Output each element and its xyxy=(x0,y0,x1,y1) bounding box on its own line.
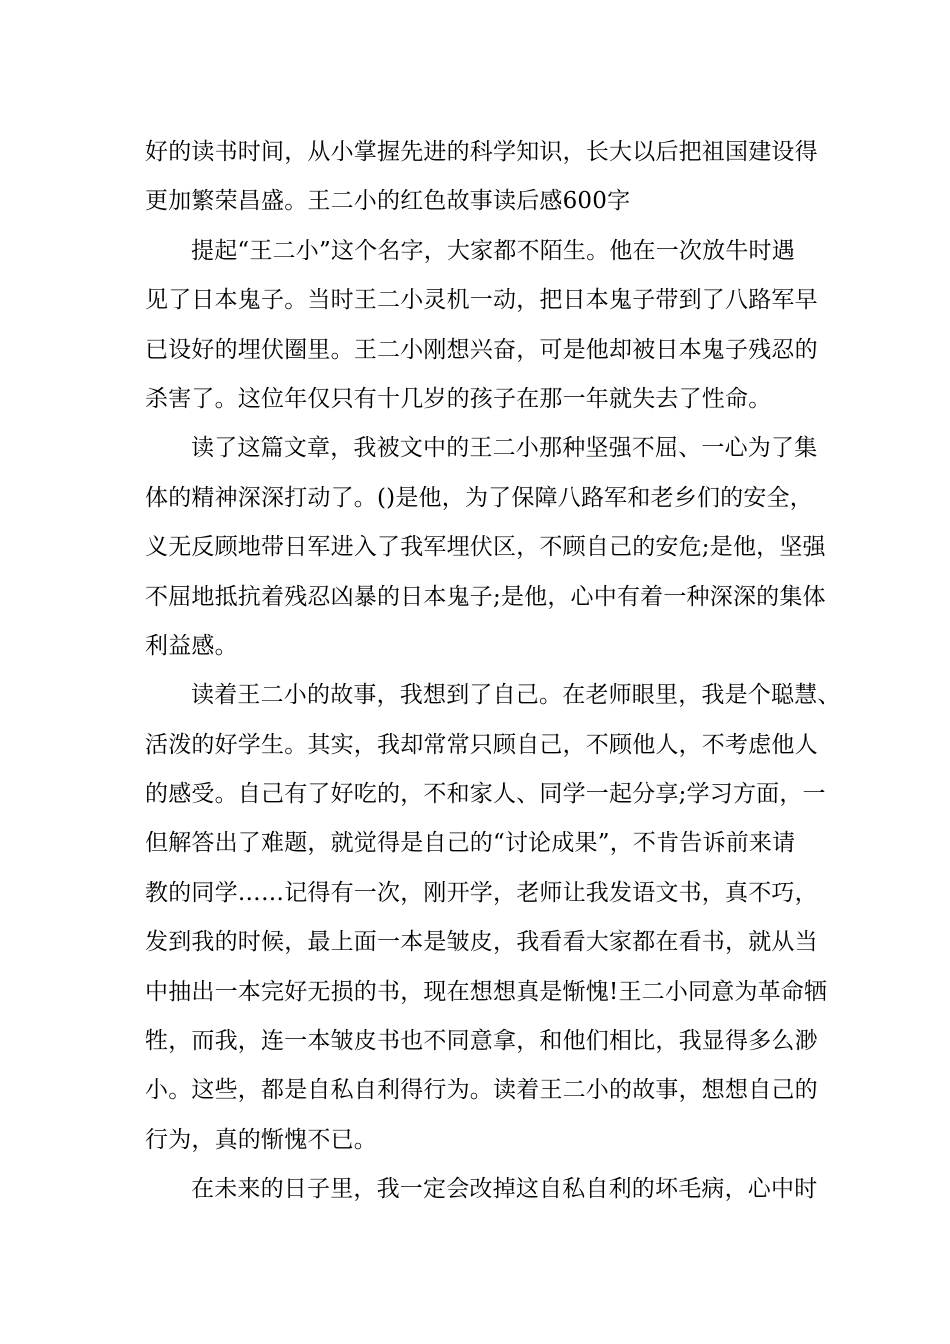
text-line: 见了日本鬼子。当时王二小灵机一动，把日本鬼子带到了八路军早 xyxy=(145,287,818,314)
paragraph-start-line: 在未来的日子里，我一定会改掉这自私自利的坏毛病，心中时 xyxy=(191,1176,818,1203)
paragraph-start-line: 提起“王二小”这个名字，大家都不陌生。他在一次放牛时遇 xyxy=(191,237,795,264)
text-line: 利益感。 xyxy=(145,632,238,659)
text-line: 更加繁荣昌盛。王二小的红色故事读后感600字 xyxy=(145,188,631,215)
text-line: 中抽出一本完好无损的书，现在想想真是惭愧!王二小同意为革命牺 xyxy=(145,978,828,1005)
text-line: 好的读书时间，从小掌握先进的科学知识，长大以后把祖国建设得 xyxy=(145,139,818,165)
text-line: 发到我的时候，最上面一本是皱皮，我看看大家都在看书，就从当 xyxy=(145,929,818,956)
paragraph-start-line: 读了这篇文章，我被文中的王二小那种坚强不屈、一心为了集 xyxy=(191,435,818,462)
text-line: 活泼的好学生。其实，我却常常只顾自己，不顾他人，不考虑他人 xyxy=(145,731,818,758)
text-line: 教的同学……记得有一次，刚开学，老师让我发语文书，真不巧， xyxy=(145,879,818,906)
paragraph-start-line: 读着王二小的故事，我想到了自己。在老师眼里，我是个聪慧、 xyxy=(191,682,841,709)
text-line: 杀害了。这位年仅只有十几岁的孩子在那一年就失去了性命。 xyxy=(145,385,772,412)
text-line: 不屈地抵抗着残忍凶暴的日本鬼子;是他，心中有着一种深深的集体 xyxy=(145,583,826,610)
document-body xyxy=(145,128,845,1215)
text-line: 体的精神深深打动了。()是他，为了保障八路军和老乡们的安全， xyxy=(145,484,813,511)
text-line: 的感受。自己有了好吃的，不和家人、同学一起分享;学习方面，一 xyxy=(145,781,826,808)
text-line: 已设好的埋伏圈里。王二小刚想兴奋，可是他却被日本鬼子残忍的 xyxy=(145,336,818,363)
text-line: 牲，而我，连一本皱皮书也不同意拿，和他们相比，我显得多么渺 xyxy=(145,1028,818,1055)
text-line: 行为，真的惭愧不已。 xyxy=(145,1126,377,1153)
text-line: 小。这些，都是自私自利得行为。读着王二小的故事，想想自己的 xyxy=(145,1077,818,1104)
text-line: 义无反顾地带日军进入了我军埋伏区，不顾自己的安危;是他，坚强 xyxy=(145,534,826,561)
text-line: 但解答出了难题，就觉得是自己的“讨论成果”，不肯告诉前来请 xyxy=(145,830,796,857)
